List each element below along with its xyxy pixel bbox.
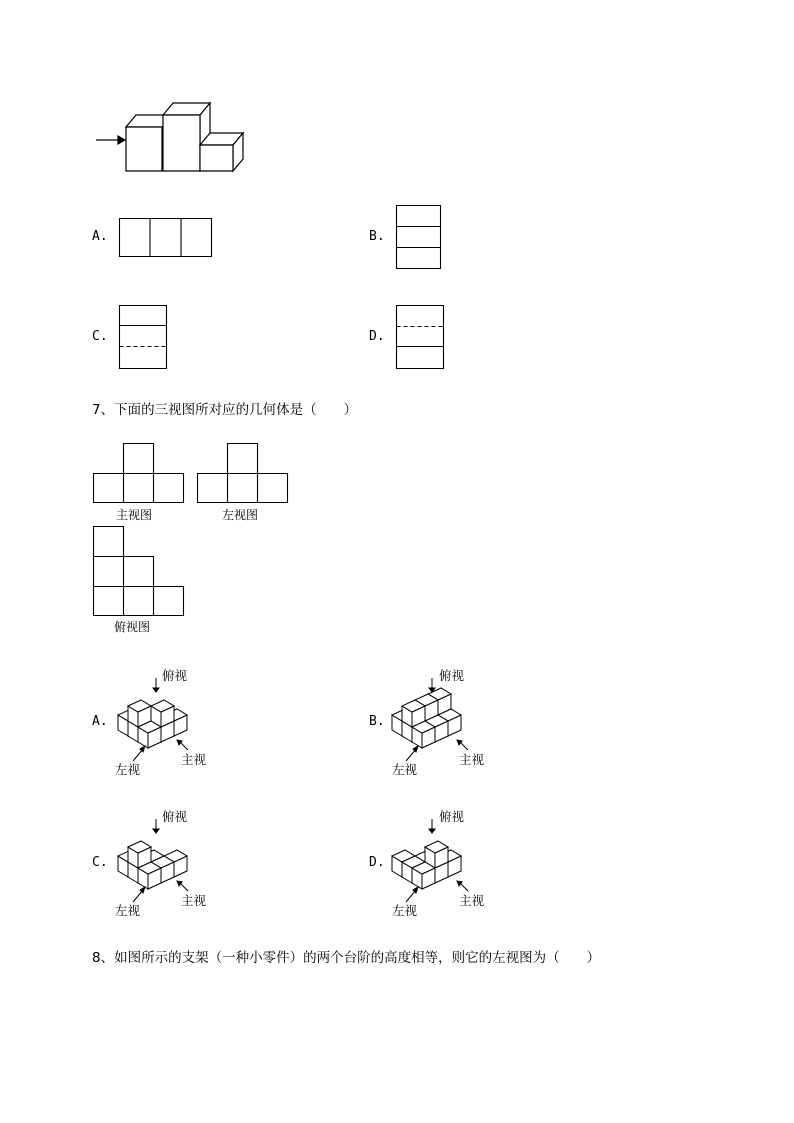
- q7-c-left-label: 左视: [115, 903, 141, 918]
- q7-left-view-label: 左视图: [222, 508, 259, 522]
- q6-option-a-figure[interactable]: [119, 218, 213, 258]
- q7-front-view: [93, 443, 185, 505]
- q6-option-c-figure[interactable]: [119, 305, 168, 370]
- q7-c-top-label: 俯视: [162, 809, 188, 824]
- q6-option-b-figure[interactable]: [396, 205, 442, 270]
- q7-d-front-label: 主视: [459, 893, 485, 908]
- q7-option-a-label[interactable]: A.: [92, 714, 108, 729]
- q6-option-b-label[interactable]: B.: [369, 229, 385, 244]
- q7-b-top-label: 俯视: [439, 668, 465, 683]
- q7-d-top-label: 俯视: [439, 809, 465, 824]
- q6-solid-figure: [90, 95, 250, 180]
- q7-a-front-label: 主视: [181, 752, 207, 767]
- q7-option-d-label[interactable]: D.: [369, 855, 385, 870]
- q7-option-b-label[interactable]: B.: [369, 714, 385, 729]
- q7-b-left-label: 左视: [392, 762, 418, 777]
- q7-a-top-label: 俯视: [162, 668, 188, 683]
- q7-c-front-label: 主视: [181, 893, 207, 908]
- q7-option-c-label[interactable]: C.: [92, 855, 108, 870]
- q6-option-d-label[interactable]: D.: [369, 329, 385, 344]
- q7-top-view-label: 俯视图: [114, 620, 151, 634]
- q7-top-view: [93, 526, 185, 618]
- q6-option-a-label[interactable]: A.: [92, 229, 108, 244]
- q7-left-view: [197, 443, 289, 505]
- q7-b-front-label: 主视: [459, 752, 485, 767]
- q6-option-d-figure[interactable]: [396, 305, 445, 370]
- question-8-text: 8、如图所示的支架（一种小零件）的两个台阶的高度相等，则它的左视图为（ ）: [92, 950, 601, 966]
- q7-a-left-label: 左视: [115, 762, 141, 777]
- q7-front-view-label: 主视图: [116, 508, 153, 522]
- question-7-text: 7、下面的三视图所对应的几何体是（ ）: [92, 402, 358, 418]
- q7-d-left-label: 左视: [392, 903, 418, 918]
- q6-option-c-label[interactable]: C.: [92, 329, 108, 344]
